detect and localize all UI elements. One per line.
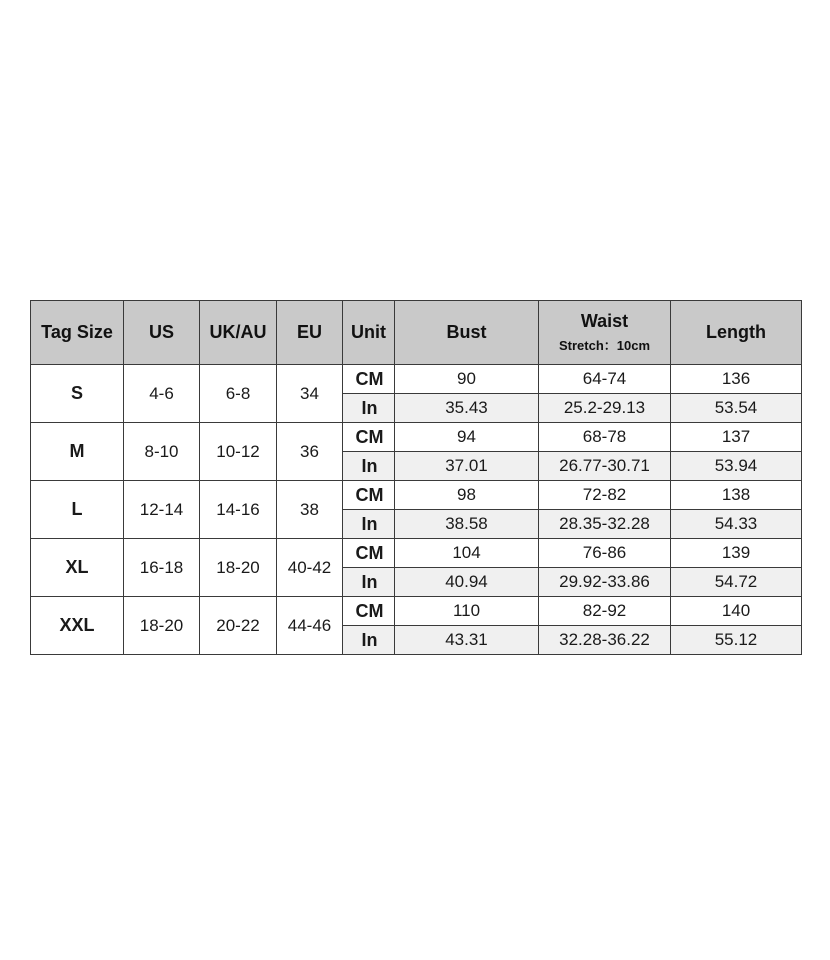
header-bust: Bust	[395, 301, 539, 365]
bust-cell: 40.94	[395, 568, 539, 597]
uk-au-size-cell: 10-12	[200, 423, 277, 481]
header-uk-au: UK/AU	[200, 301, 277, 365]
header-waist	[539, 301, 671, 365]
waist-cell: 25.2-29.13	[539, 394, 671, 423]
length-cell: 139	[671, 539, 802, 568]
unit-cell: CM	[343, 423, 395, 452]
us-size-cell: 16-18	[124, 539, 200, 597]
waist-cell: 82-92	[539, 597, 671, 626]
size-row-cm	[31, 423, 802, 452]
bust-cell: 94	[395, 423, 539, 452]
tag-size-cell: S	[31, 365, 124, 423]
unit-cell: CM	[343, 539, 395, 568]
size-row-cm	[31, 481, 802, 510]
length-cell: 53.54	[671, 394, 802, 423]
size-rows	[31, 365, 802, 655]
uk-au-size-cell: 14-16	[200, 481, 277, 539]
us-size-cell: 18-20	[124, 597, 200, 655]
waist-cell: 68-78	[539, 423, 671, 452]
size-row-cm	[31, 539, 802, 568]
size-row-cm	[31, 365, 802, 394]
waist-cell: 26.77-30.71	[539, 452, 671, 481]
length-cell: 53.94	[671, 452, 802, 481]
waist-cell: 72-82	[539, 481, 671, 510]
length-cell: 54.72	[671, 568, 802, 597]
bust-cell: 43.31	[395, 626, 539, 655]
unit-cell: In	[343, 568, 395, 597]
header-length: Length	[671, 301, 802, 365]
header-eu: EU	[277, 301, 343, 365]
unit-cell: In	[343, 452, 395, 481]
waist-cell: 32.28-36.22	[539, 626, 671, 655]
header-row	[31, 301, 802, 365]
eu-size-cell: 38	[277, 481, 343, 539]
unit-cell: In	[343, 510, 395, 539]
bust-cell: 35.43	[395, 394, 539, 423]
header-tag-size: Tag Size	[31, 301, 124, 365]
eu-size-cell: 40-42	[277, 539, 343, 597]
waist-cell: 76-86	[539, 539, 671, 568]
bust-cell: 38.58	[395, 510, 539, 539]
uk-au-size-cell: 20-22	[200, 597, 277, 655]
size-row-cm	[31, 597, 802, 626]
us-size-cell: 8-10	[124, 423, 200, 481]
waist-cell: 64-74	[539, 365, 671, 394]
eu-size-cell: 44-46	[277, 597, 343, 655]
bust-cell: 37.01	[395, 452, 539, 481]
bust-cell: 98	[395, 481, 539, 510]
length-cell: 55.12	[671, 626, 802, 655]
bust-cell: 110	[395, 597, 539, 626]
us-size-cell: 12-14	[124, 481, 200, 539]
length-cell: 54.33	[671, 510, 802, 539]
bust-cell: 90	[395, 365, 539, 394]
tag-size-cell: L	[31, 481, 124, 539]
unit-cell: CM	[343, 597, 395, 626]
unit-cell: CM	[343, 365, 395, 394]
header-unit: Unit	[343, 301, 395, 365]
waist-cell: 29.92-33.86	[539, 568, 671, 597]
header-waist-label: Waist	[580, 310, 629, 331]
tag-size-cell: M	[31, 423, 124, 481]
tag-size-cell: XXL	[31, 597, 124, 655]
header-us: US	[124, 301, 200, 365]
size-chart-table	[30, 300, 802, 655]
length-cell: 136	[671, 365, 802, 394]
uk-au-size-cell: 18-20	[200, 539, 277, 597]
unit-cell: CM	[343, 481, 395, 510]
uk-au-size-cell: 6-8	[200, 365, 277, 423]
header-waist-stretch-note: Stretch：10cm	[558, 337, 651, 353]
length-cell: 138	[671, 481, 802, 510]
unit-cell: In	[343, 626, 395, 655]
us-size-cell: 4-6	[124, 365, 200, 423]
eu-size-cell: 36	[277, 423, 343, 481]
waist-cell: 28.35-32.28	[539, 510, 671, 539]
length-cell: 140	[671, 597, 802, 626]
eu-size-cell: 34	[277, 365, 343, 423]
length-cell: 137	[671, 423, 802, 452]
unit-cell: In	[343, 394, 395, 423]
tag-size-cell: XL	[31, 539, 124, 597]
bust-cell: 104	[395, 539, 539, 568]
